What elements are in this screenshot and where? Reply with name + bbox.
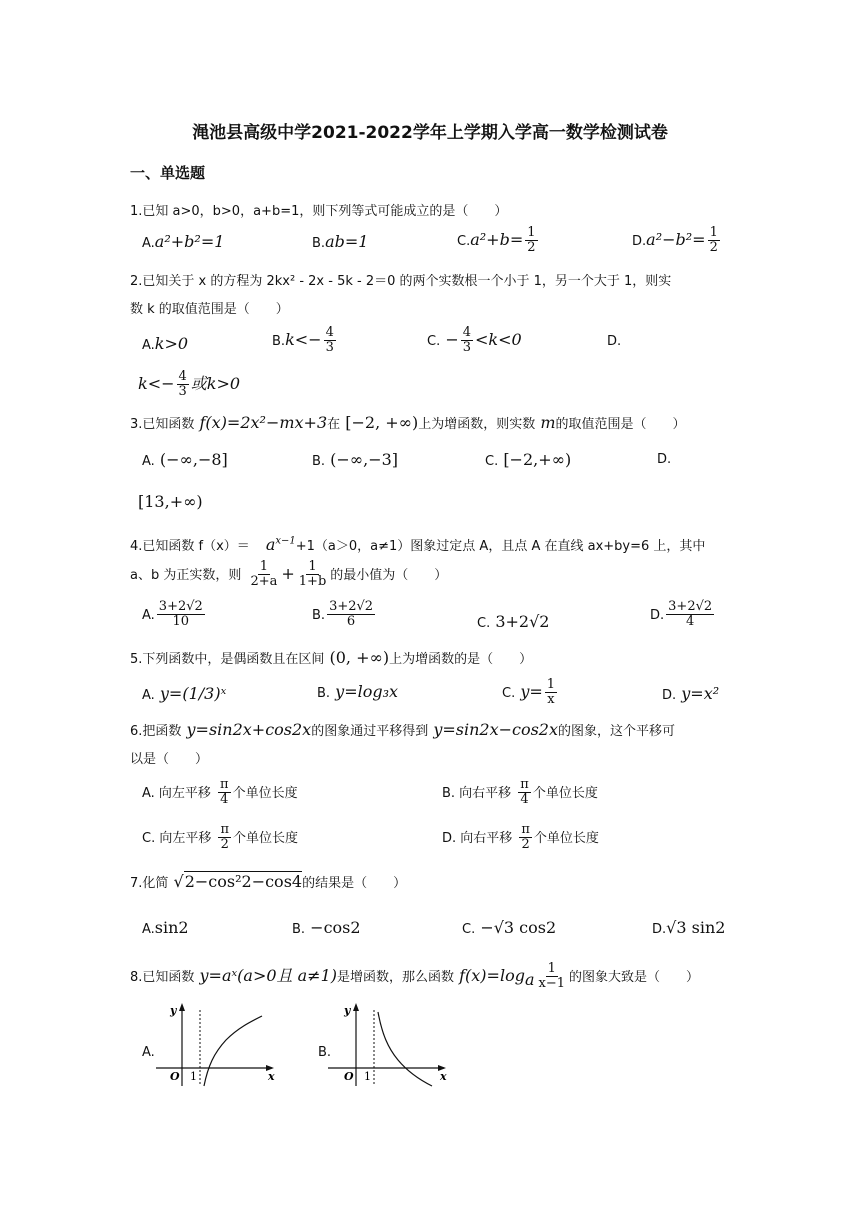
q7-option-d[interactable]: D.√3 sin2: [652, 918, 726, 937]
q8-stem: 8.已知函数 y=aˣ(a>0且 a≠1)是增函数，那么函数 $f(x)=\log_a$ $\frac{1}{x-1}$ 的图象大致是（ ）: [130, 961, 699, 991]
y-axis-arrow-icon: [353, 1003, 359, 1011]
q5-option-a[interactable]: A. y=(1/3)ˣ: [142, 684, 227, 703]
curve: [204, 1016, 262, 1086]
q6-option-a[interactable]: A. 向左平移 $\frac{\pi}{4}$ 个单位长度: [142, 777, 298, 807]
y-label: y: [170, 1004, 177, 1017]
q5-option-d[interactable]: D. y=x²: [662, 684, 720, 703]
y-label: y: [344, 1004, 351, 1017]
q6-option-b[interactable]: B. 向右平移 $\frac{\pi}{4}$ 个单位长度: [442, 777, 598, 807]
q1-option-c[interactable]: C.a²+b= $\frac{1}{2}$: [457, 225, 536, 255]
q8-graph-a[interactable]: [150, 998, 280, 1090]
q5-stem: 5.下列函数中，是偶函数且在区间 (0, +∞)上为增函数的是（ ）: [130, 648, 533, 667]
q8-graph-b[interactable]: [322, 998, 452, 1090]
q1-a-expr: a²+b²=1: [154, 232, 225, 251]
q2-stem-line1: 2.已知关于 x 的方程为 2kx² - 2x - 5k - 2＝0 的两个实数根一个小于 1，另一个大于 1，则实: [130, 274, 672, 289]
q8-option-b-label[interactable]: B.: [318, 1045, 332, 1060]
q3-option-a[interactable]: A. (−∞,−8]: [142, 450, 228, 469]
q2-option-a[interactable]: A.k>0: [142, 334, 189, 353]
q1-c-frac: $\frac{1}{2}$: [527, 225, 536, 255]
origin-label: O: [170, 1070, 180, 1083]
q7-option-b[interactable]: B. −cos2: [292, 918, 361, 937]
one-label: 1: [190, 1070, 197, 1083]
q4-option-b[interactable]: B. $\frac{3+2√2}{6}$: [312, 599, 374, 629]
x-label: x: [440, 1070, 447, 1083]
q6-option-c[interactable]: C. 向左平移 $\frac{\pi}{2}$ 个单位长度: [142, 822, 298, 852]
q6-option-d[interactable]: D. 向右平移 $\frac{\pi}{2}$ 个单位长度: [442, 822, 599, 852]
page-title: 渑池县高级中学2021-2022学年上学期入学高一数学检测试卷: [192, 123, 668, 143]
q7-option-a[interactable]: A.sin2: [142, 918, 189, 937]
section-heading: 一、单选题: [130, 164, 206, 182]
q1-option-d[interactable]: D.a²−b²= $\frac{1}{2}$: [632, 225, 718, 255]
q3-stem: 3.已知函数 f(x)=2x²−mx+3在 [−2, +∞)上为增函数，则实数 m的取值范围是（ ）: [130, 413, 686, 432]
q8-option-a-label[interactable]: A.: [142, 1045, 155, 1060]
q7-option-c[interactable]: C. −√3 cos2: [462, 918, 557, 937]
q1-option-b[interactable]: B.ab=1: [312, 232, 369, 251]
q5-option-c[interactable]: C. y= $\frac{1}{x}$: [502, 677, 556, 707]
q6-stem-line1: 6.把函数 y=sin2x+cos2x的图象通过平移得到 y=sin2x−cos2x的图象，这个平移可: [130, 720, 676, 739]
q3-option-c[interactable]: C. [−2,+∞): [485, 450, 572, 469]
q3-option-b[interactable]: B. (−∞,−3]: [312, 450, 399, 469]
q1-option-a[interactable]: A.a²+b²=1: [142, 232, 225, 251]
q4-option-a[interactable]: A. $\frac{3+2√2}{10}$: [142, 599, 203, 629]
q2-option-d-label[interactable]: D.: [607, 334, 622, 349]
origin-label: O: [344, 1070, 354, 1083]
q4-option-c[interactable]: C. 3+2√2: [477, 612, 550, 631]
q1-stem: 1.已知 a>0，b>0，a+b=1，则下列等式可能成立的是（ ）: [130, 204, 508, 219]
q1-b-expr: ab=1: [325, 232, 369, 251]
q4-stem-line1: 4.已知函数 f（x）＝ $a^{x-1}+1(a>0$，a≠1）图象过定点 A，且点 A 在直线 ax+by=6 上，其中: [130, 535, 706, 554]
q4-stem-line2: a、b 为正实数，则 $\frac{1}{2+a}$ + $\frac{1}{1+b}$ 的最小值为（ ）: [130, 559, 448, 589]
q4-option-d[interactable]: D. $\frac{3+2√2}{4}$: [650, 599, 713, 629]
q2-option-d[interactable]: k<− $\frac{4}{3}$ 或k>0: [138, 369, 241, 399]
q1-d-expr: a²−b²=: [646, 230, 706, 249]
q2-stem-line2: 数 k 的取值范围是（ ）: [130, 302, 289, 317]
q3-option-d-label[interactable]: D.: [657, 452, 672, 467]
one-label: 1: [364, 1070, 371, 1083]
q1-d-frac: $\frac{1}{2}$: [709, 225, 718, 255]
q2-option-b[interactable]: B.k<− $\frac{4}{3}$: [272, 325, 334, 355]
q5-option-b[interactable]: B. y=log₃x: [317, 682, 399, 701]
q6-stem-line2: 以是（ ）: [130, 752, 209, 767]
q7-stem: 7.化简 √2−cos²2−cos4的结果是（ ）: [130, 872, 407, 891]
q2-option-c[interactable]: C. − $\frac{4}{3}$ <k<0: [427, 325, 522, 355]
y-axis-arrow-icon: [179, 1003, 185, 1011]
curve: [378, 1012, 432, 1086]
q3-option-d[interactable]: [13,+∞): [138, 492, 203, 511]
q7-radicand: 2−cos²2−cos4: [184, 872, 303, 891]
q1-c-expr: a²+b=: [470, 230, 524, 249]
x-label: x: [268, 1070, 275, 1083]
